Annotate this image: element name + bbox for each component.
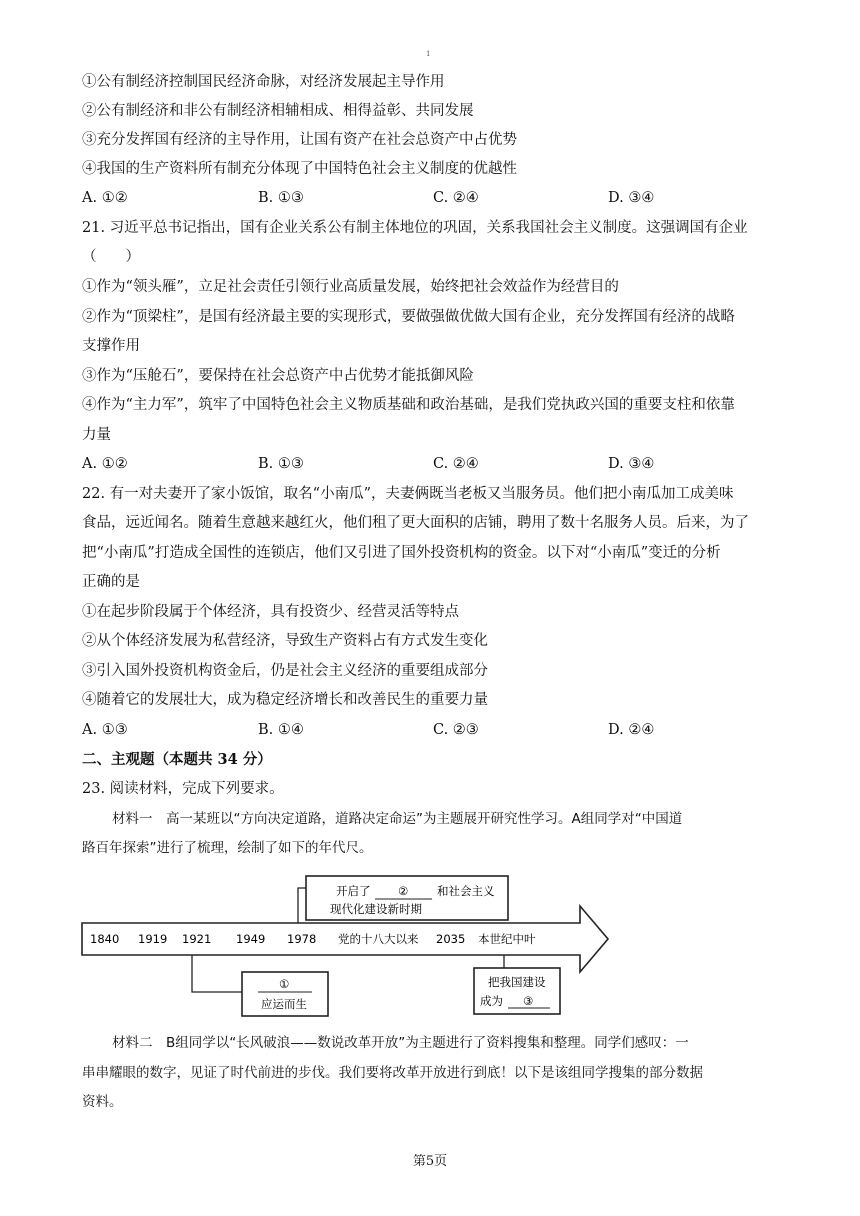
material-2-line-3: 资料。 — [82, 1094, 123, 1110]
q20-option-c[interactable]: C. ②④ — [433, 190, 479, 206]
q22-option-d[interactable]: D. ②④ — [608, 722, 655, 738]
timeline-year-2035: 2035 — [436, 932, 466, 946]
q21-statement-2: ②作为“顶梁柱”，是国有经济最主要的实现形式，要做强做优做大国有企业，充分发挥国有经济的战略 — [82, 309, 735, 325]
page-top-mark: 1 — [426, 50, 431, 58]
q20-statement-3: ③充分发挥国有经济的主导作用，让国有资产在社会总资产中占优势 — [82, 132, 517, 148]
q22-option-c[interactable]: C. ②③ — [433, 722, 479, 738]
q20-statement-1: ①公有制经济控制国民经济命脉，对经济发展起主导作用 — [82, 74, 445, 90]
q22-statement-3: ③引入国外投资机构资金后，仍是社会主义经济的重要组成部分 — [82, 663, 488, 679]
material-2-line-1: 材料二 B组同学以“长风破浪——数说改革开放”为主题进行了资料搜集和整理。同学们感叹：一 — [112, 1035, 689, 1051]
page-number: 第5页 — [412, 1154, 448, 1169]
material-2-line-2: 串串耀眼的数字，见证了时代前进的步伐。我们要将改革开放进行到底！以下是该组同学搜集的部分数据 — [82, 1065, 703, 1081]
q21-option-d[interactable]: D. ③④ — [608, 456, 655, 472]
q21-option-a[interactable]: A. ①② — [82, 456, 128, 472]
q20-option-a[interactable]: A. ①② — [82, 190, 128, 206]
q20-statement-2: ②公有制经济和非公有制经济相辅相成、相得益彰、共同发展 — [82, 103, 474, 119]
timeline-box-top-text-3: 现代化建设新时期 — [330, 902, 422, 916]
material-1-line-2: 路百年探索”进行了梳理，绘制了如下的年代尺。 — [82, 840, 373, 856]
q22-option-b[interactable]: B. ①④ — [258, 722, 304, 738]
timeline-year-1949: 1949 — [236, 932, 266, 946]
q21-statement-2-cont: 支撑作用 — [82, 338, 140, 354]
q21-option-c[interactable]: C. ②④ — [433, 456, 479, 472]
q22-stem-line-2: 食品，远近闻名。随着生意越来越红火，他们租了更大面积的店铺，聘用了数十名服务人员。后来，为了 — [82, 515, 749, 531]
q21-option-b[interactable]: B. ①③ — [258, 456, 304, 472]
timeline-box-top-blank: ② — [398, 884, 409, 898]
q22-stem-line-3: 把“小南瓜”打造成全国性的连锁店，他们又引进了国外投资机构的资金。以下对“小南瓜”变迁的分析 — [82, 545, 721, 561]
q22-statement-2: ②从个体经济发展为私营经济，导致生产资料占有方式发生变化 — [82, 633, 488, 649]
q21-statement-1: ①作为“领头雁”，立足社会责任引领行业高质量发展，始终把社会效益作为经营目的 — [82, 279, 619, 295]
q20-option-d[interactable]: D. ③④ — [608, 190, 655, 206]
timeline-year-1840: 1840 — [90, 932, 120, 946]
timeline-box-right-text-2: 成为 — [480, 994, 503, 1008]
timeline-year-1919: 1919 — [138, 932, 168, 946]
timeline-year-18th-congress: 党的十八大以来 — [338, 932, 419, 946]
timeline-box-top-text-2: 和社会主义 — [437, 884, 495, 898]
q20-statement-4: ④我国的生产资料所有制充分体现了中国特色社会主义制度的优越性 — [82, 161, 517, 177]
material-1-line-1: 材料一 高一某班以“方向决定道路，道路决定命运”为主题展开研究性学习。A组同学对“中国道 — [112, 811, 683, 827]
q23-stem: 23. 阅读材料，完成下列要求。 — [82, 781, 284, 797]
timeline-year-1921: 1921 — [182, 932, 212, 946]
timeline-year-mid-century: 本世纪中叶 — [478, 932, 536, 946]
timeline-year-1978: 1978 — [287, 932, 317, 946]
q21-statement-4-cont: 力量 — [82, 427, 111, 443]
q21-statement-4: ④作为“主力军”，筑牢了中国特色社会主义物质基础和政治基础，是我们党执政兴国的重要支柱和依靠 — [82, 397, 735, 413]
q22-option-a[interactable]: A. ①③ — [82, 722, 128, 738]
timeline-box-right-text-1: 把我国建设 — [488, 975, 546, 989]
timeline-box-top-text-1: 开启了 — [336, 884, 371, 898]
q21-statement-3: ③作为“压舱石”，要保持在社会总资产中占优势才能抵御风险 — [82, 368, 474, 384]
q22-statement-1: ①在起步阶段属于个体经济，具有投资少、经营灵活等特点 — [82, 604, 459, 620]
q20-option-b[interactable]: B. ①③ — [258, 190, 304, 206]
section-heading: 二、主观题（本题共 34 分） — [82, 751, 272, 768]
q22-stem-line-1: 22. 有一对夫妻开了家小饭馆，取名“小南瓜”，夫妻俩既当老板又当服务员。他们把小南瓜加工成美味 — [82, 486, 734, 502]
q22-statement-4: ④随着它的发展壮大，成为稳定经济增长和改善民生的重要力量 — [82, 692, 488, 708]
q21-stem: 21. 习近平总书记指出，国有企业关系公有制主体地位的巩固，关系我国社会主义制度。这强调国有企业 — [82, 220, 748, 236]
timeline-box-left-text: 应运而生 — [261, 997, 307, 1011]
q22-stem-line-4: 正确的是 — [82, 574, 140, 590]
timeline-box-left-blank: ① — [279, 977, 290, 991]
timeline-figure — [80, 868, 620, 1028]
q21-answer-bracket: （ ） — [82, 249, 140, 265]
timeline-box-right-blank: ③ — [523, 994, 534, 1008]
